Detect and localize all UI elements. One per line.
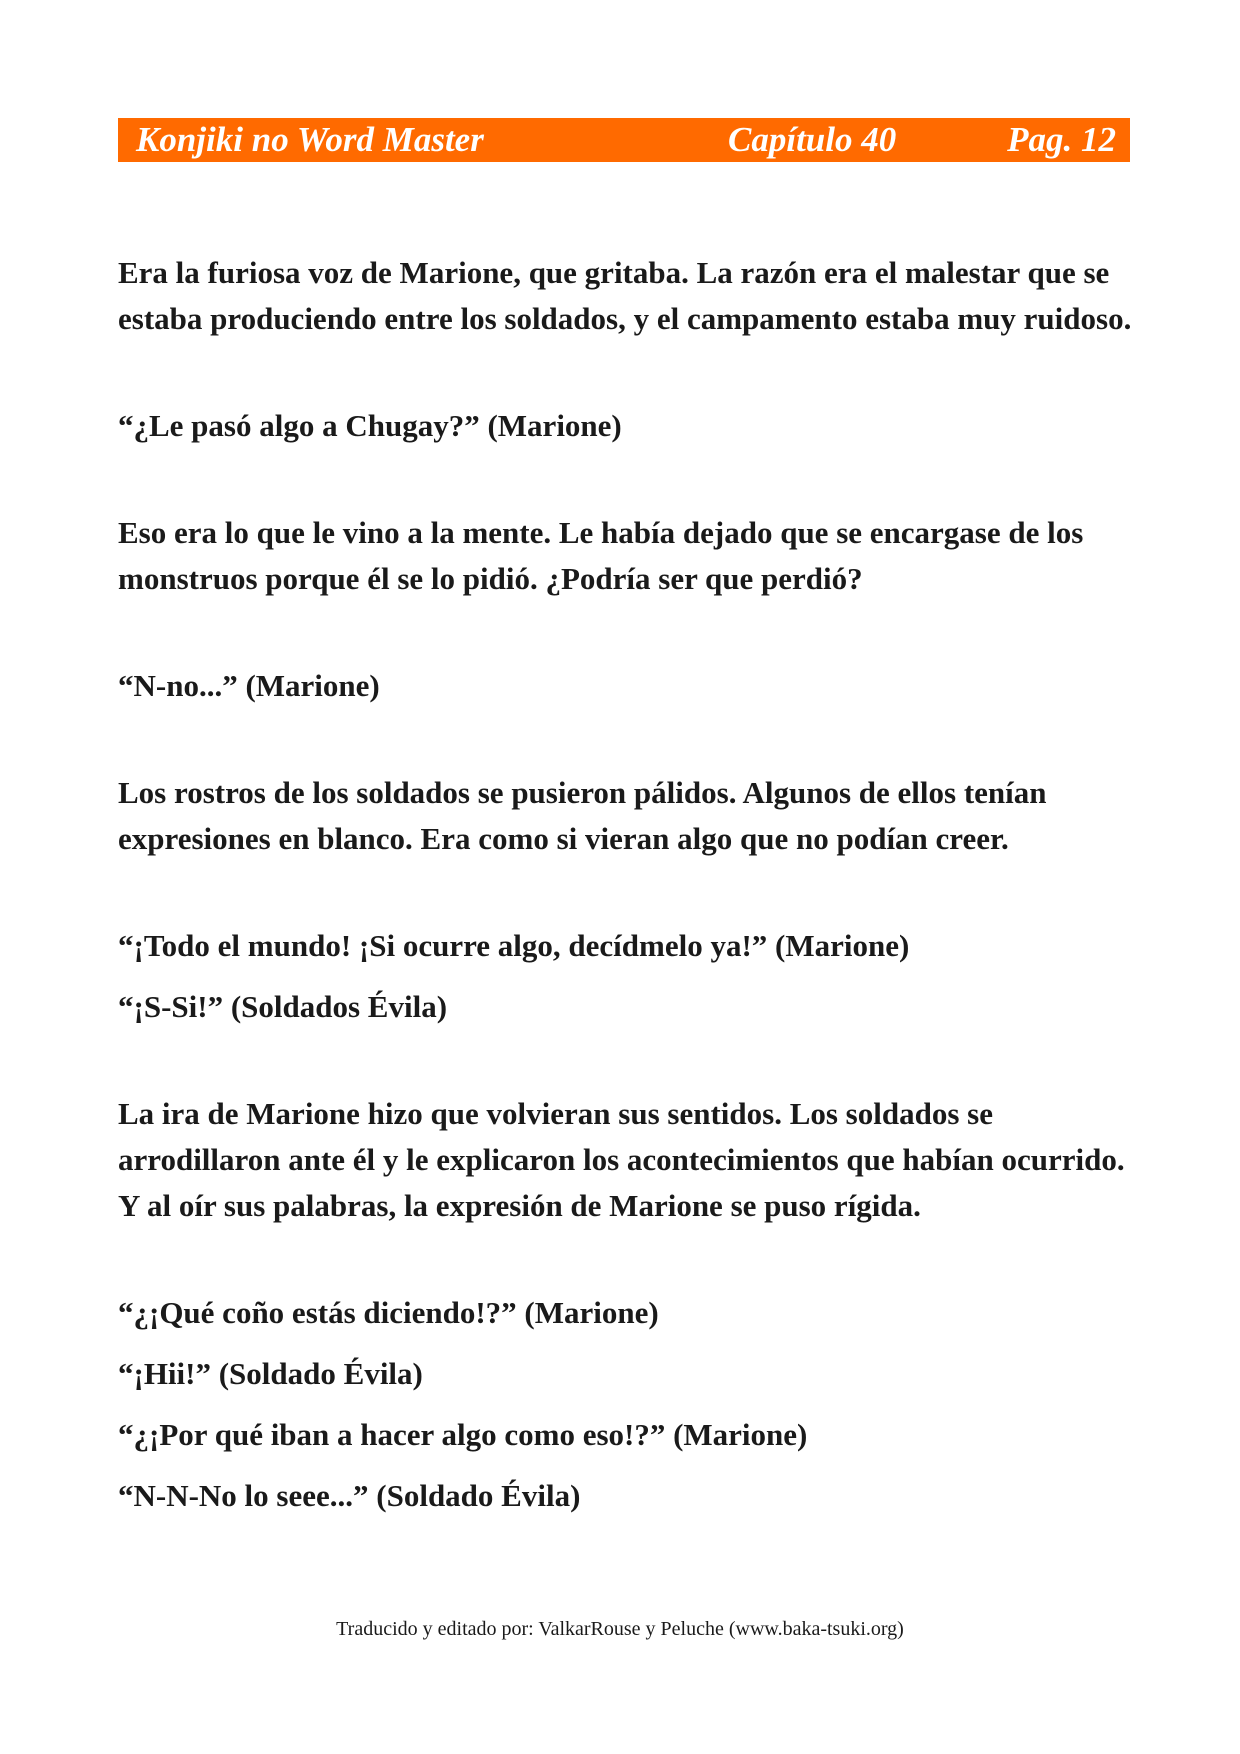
paragraph-narration-2: Eso era lo que le vino a la mente. Le había dejado que se encargase de los monstruos porque él se lo pidió. ¿Podría ser que perdió? [118,515,1084,596]
dialogue-line: “N-no...” (Marione) [118,668,380,703]
dialogue-line: “¡Hii!” (Soldado Évila) [118,1356,423,1391]
dialogue-line: “¿Le pasó algo a Chugay?” (Marione) [118,408,622,443]
dialogue-line: “¡Todo el mundo! ¡Si ocurre algo, decídmelo ya!” (Marione) [118,928,910,963]
paragraph-narration-4: La ira de Marione hizo que volvieran sus sentidos. Los soldados se arrodillaron ante él y le explicaron los acontecimientos que habían ocurrido. Y al oír sus palabras, la expresión de Marione se puso rígida. [118,1096,1125,1223]
dialogue-line: “N-N-No lo seee...” (Soldado Évila) [118,1478,581,1513]
paragraph-narration-1: Era la furiosa voz de Marione, que gritaba. La razón era el malestar que se estaba produciendo entre los soldados, y el campamento estaba muy ruidoso. [118,255,1132,336]
book-title: Konjiki no Word Master [136,120,484,159]
chapter-label: Capítulo 40 [728,120,897,159]
dialogue-line: “¿¡Qué coño estás diciendo!?” (Marione) [118,1295,659,1330]
dialogue-line: “¡S-Si!” (Soldados Évila) [118,989,448,1024]
page-number: Pag. 12 [1007,120,1116,159]
translator-credits: Traducido y editado por: ValkarRouse y Peluche (www.baka-tsuki.org) [336,1618,904,1640]
dialogue-line: “¿¡Por qué iban a hacer algo como eso!?” (Marione) [118,1417,808,1452]
page-header [118,118,1130,162]
page-body [118,250,1138,1519]
paragraph-narration-3: Los rostros de los soldados se pusieron pálidos. Algunos de ellos tenían expresiones en blanco. Era como si vieran algo que no podían creer. [118,775,1047,856]
